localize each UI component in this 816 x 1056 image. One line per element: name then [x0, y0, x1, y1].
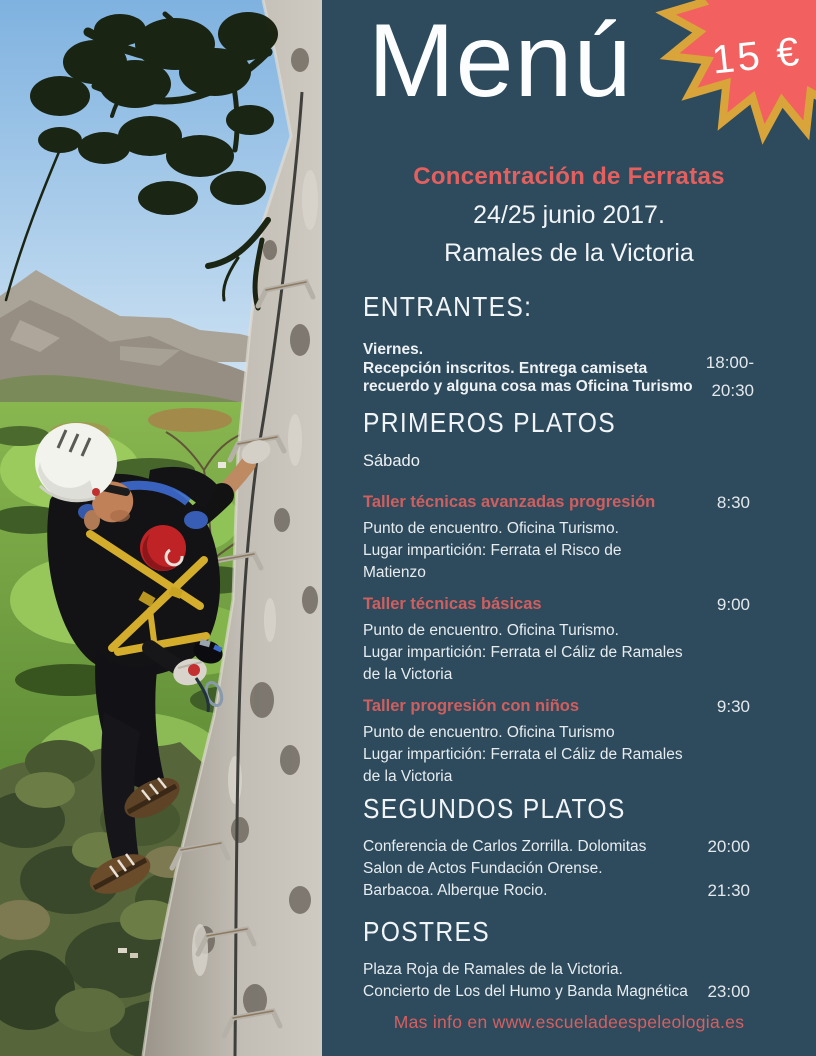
segundos-rows: [363, 836, 816, 902]
item-line: Punto de encuentro. Oficina Turismo: [363, 724, 615, 741]
item-line: Lugar impartición: Ferrata el Risco de: [363, 542, 622, 559]
event-date: 24/25 junio 2017.: [473, 201, 665, 229]
row-time: 23:00: [707, 982, 750, 1001]
row-text: Barbacoa. Alberque Rocio.: [363, 882, 548, 899]
item-title: Taller técnicas avanzadas progresión: [363, 493, 656, 511]
item-text: [363, 518, 816, 584]
schedule-item-taller-3: [363, 697, 816, 788]
item-line: Matienzo: [363, 564, 426, 581]
schedule-item-taller-1: [363, 493, 816, 584]
schedule-row: [363, 858, 816, 880]
item-title: Taller técnicas básicas: [363, 595, 542, 613]
item-line: Lugar impartición: Ferrata el Cáliz de Ramales: [363, 746, 683, 763]
schedule-row: [363, 981, 816, 1003]
item-line: Viernes.: [363, 341, 424, 358]
postres-rows: [363, 959, 816, 1003]
section-title-entrantes: ENTRANTES:: [363, 291, 533, 322]
row-time: 20:00: [707, 837, 750, 856]
event-info: [322, 163, 816, 268]
schedule-item-taller-2: [363, 595, 816, 686]
item-time: [706, 349, 754, 405]
schedule-row: [363, 836, 816, 858]
section-title-primeros: PRIMEROS PLATOS: [363, 407, 617, 438]
item-line: Punto de encuentro. Oficina Turismo.: [363, 520, 619, 537]
section-title-postres: POSTRES: [363, 916, 490, 947]
time-line: 18:00-: [705, 353, 754, 372]
item-line: Punto de encuentro. Oficina Turismo.: [363, 622, 619, 639]
row-text: Conferencia de Carlos Zorrilla. Dolomitas: [363, 838, 647, 855]
item-title: Taller progresión con niños: [363, 697, 580, 715]
time-line: 20:30: [711, 381, 754, 400]
item-line: recuerdo y alguna cosa mas Oficina Turismo: [363, 378, 693, 395]
event-location: Ramales de la Victoria: [444, 239, 694, 267]
item-time: 8:30: [716, 493, 750, 512]
item-line: de la Victoria: [363, 666, 453, 683]
item-line: de la Victoria: [363, 768, 453, 785]
row-text: Concierto de Los del Humo y Banda Magnética: [363, 983, 688, 1000]
menu-panel: [322, 0, 816, 1056]
item-line: Recepción inscritos. Entrega camiseta: [363, 359, 648, 377]
row-text: Salon de Actos Fundación Orense.: [363, 860, 603, 877]
item-time: 9:00: [716, 595, 750, 614]
section-title-segundos: SEGUNDOS PLATOS: [363, 793, 626, 824]
schedule-row: [363, 880, 816, 902]
item-time: 9:30: [716, 697, 750, 716]
row-time: 21:30: [707, 881, 750, 900]
page-title: Menú: [368, 3, 633, 119]
price-badge: 15 €: [710, 29, 804, 83]
day-label: Sábado: [363, 452, 420, 470]
schedule-row: [363, 959, 816, 981]
item-line: Lugar impartición: Ferrata el Cáliz de Ramales: [363, 644, 683, 661]
event-name: Concentración de Ferratas: [413, 163, 725, 190]
more-info-text: Mas info en www.escueladeespeleologia.es: [393, 1012, 745, 1032]
climber-photo: [0, 0, 322, 1056]
schedule-item-viernes: [363, 341, 816, 400]
item-text: [363, 620, 816, 686]
item-text: [363, 722, 816, 788]
row-text: Plaza Roja de Ramales de la Victoria.: [363, 961, 623, 978]
